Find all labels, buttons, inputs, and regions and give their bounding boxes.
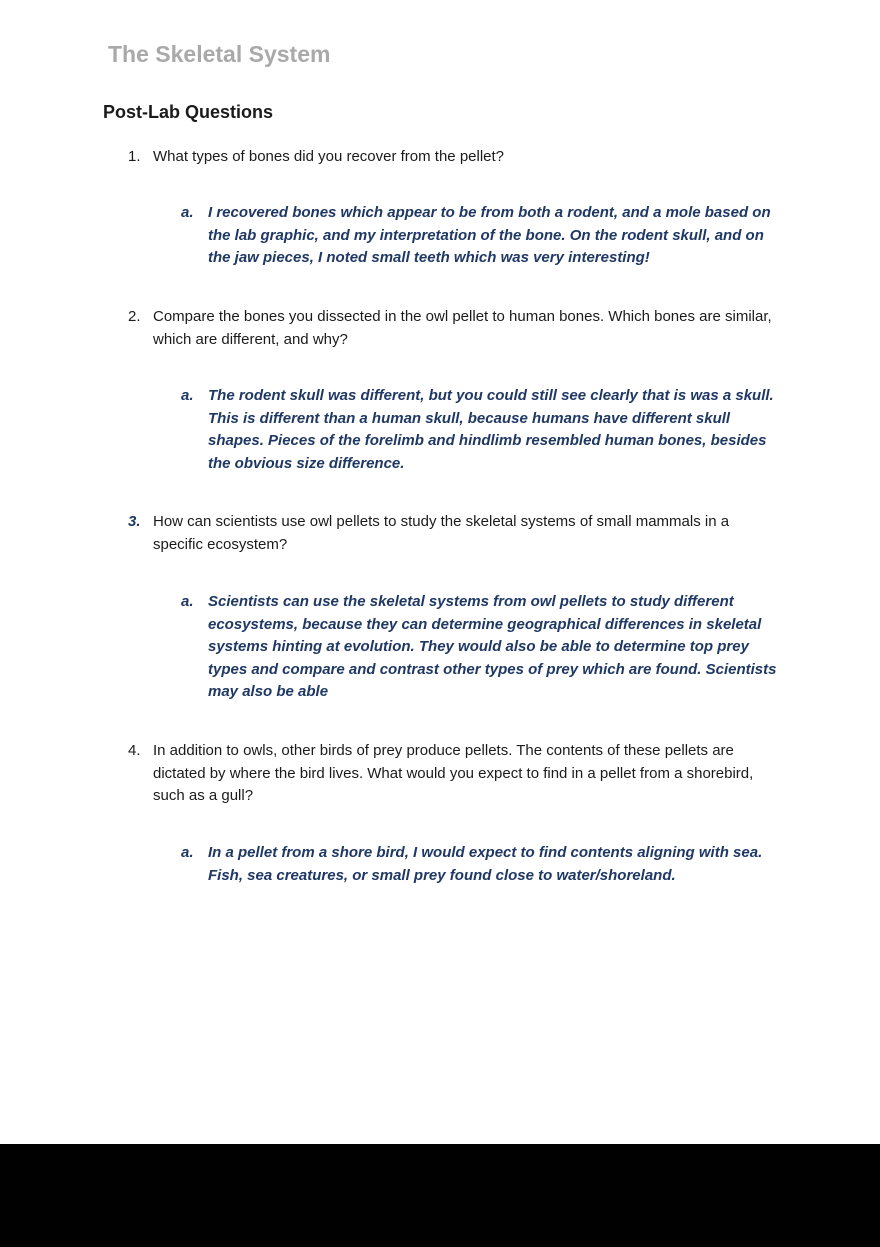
section-heading: Post-Lab Questions xyxy=(103,102,274,122)
question-item-1 xyxy=(128,146,784,169)
answer-4-marker: a. xyxy=(181,844,194,861)
answer-2-text: The rodent skull was different, but you could still see clearly that is was a skull. This is different than a human skull, because humans have different skull shapes. Pieces of the forelimb and hindlimb resembled human bones, besides the obvious size difference. xyxy=(208,387,774,472)
document-title: The Skeletal System xyxy=(108,41,331,67)
answer-item-1 xyxy=(181,202,787,270)
answer-item-4 xyxy=(181,842,787,887)
question-item-3 xyxy=(128,511,784,556)
question-2-text: Compare the bones you dissected in the owl pellet to human bones. Which bones are similar, which are different, and why? xyxy=(153,308,772,348)
answer-1-text: I recovered bones which appear to be from both a rodent, and a mole based on the lab graphic, and my interpretation of the bone. On the rodent skull, and on the jaw pieces, I noted small teeth which was very interesting! xyxy=(208,204,771,266)
question-2-number: 2. xyxy=(128,308,141,325)
question-4-number: 4. xyxy=(128,742,141,759)
question-item-2 xyxy=(128,306,784,351)
answer-4-text: In a pellet from a shore bird, I would expect to find contents aligning with sea. Fish, sea creatures, or small prey found close to water/shoreland. xyxy=(208,844,763,884)
answer-3-text: Scientists can use the skeletal systems from owl pellets to study different ecosystems, because they can determine geographical differences in skeletal systems hinting at evolution. They would also be able to determine top prey types and compare and contrast other types of prey which are found. Scientists may also be able xyxy=(208,593,777,700)
question-4-text: In addition to owls, other birds of prey produce pellets. The contents of these pellets are dictated by where the bird lives. What would you expect to find in a pellet from a shorebird, such as a gull? xyxy=(153,742,754,804)
question-3-number: 3. xyxy=(128,513,141,530)
question-1-number: 1. xyxy=(128,148,141,165)
question-3-text: How can scientists use owl pellets to study the skeletal systems of small mammals in a specific ecosystem? xyxy=(153,513,730,553)
question-item-4 xyxy=(128,740,784,808)
answer-item-2 xyxy=(181,385,787,475)
question-1-text: What types of bones did you recover from the pellet? xyxy=(153,148,505,165)
answer-1-marker: a. xyxy=(181,204,194,221)
answer-item-3 xyxy=(181,591,787,704)
answer-3-marker: a. xyxy=(181,593,194,610)
footer-band xyxy=(0,1144,880,1247)
answer-2-marker: a. xyxy=(181,387,194,404)
